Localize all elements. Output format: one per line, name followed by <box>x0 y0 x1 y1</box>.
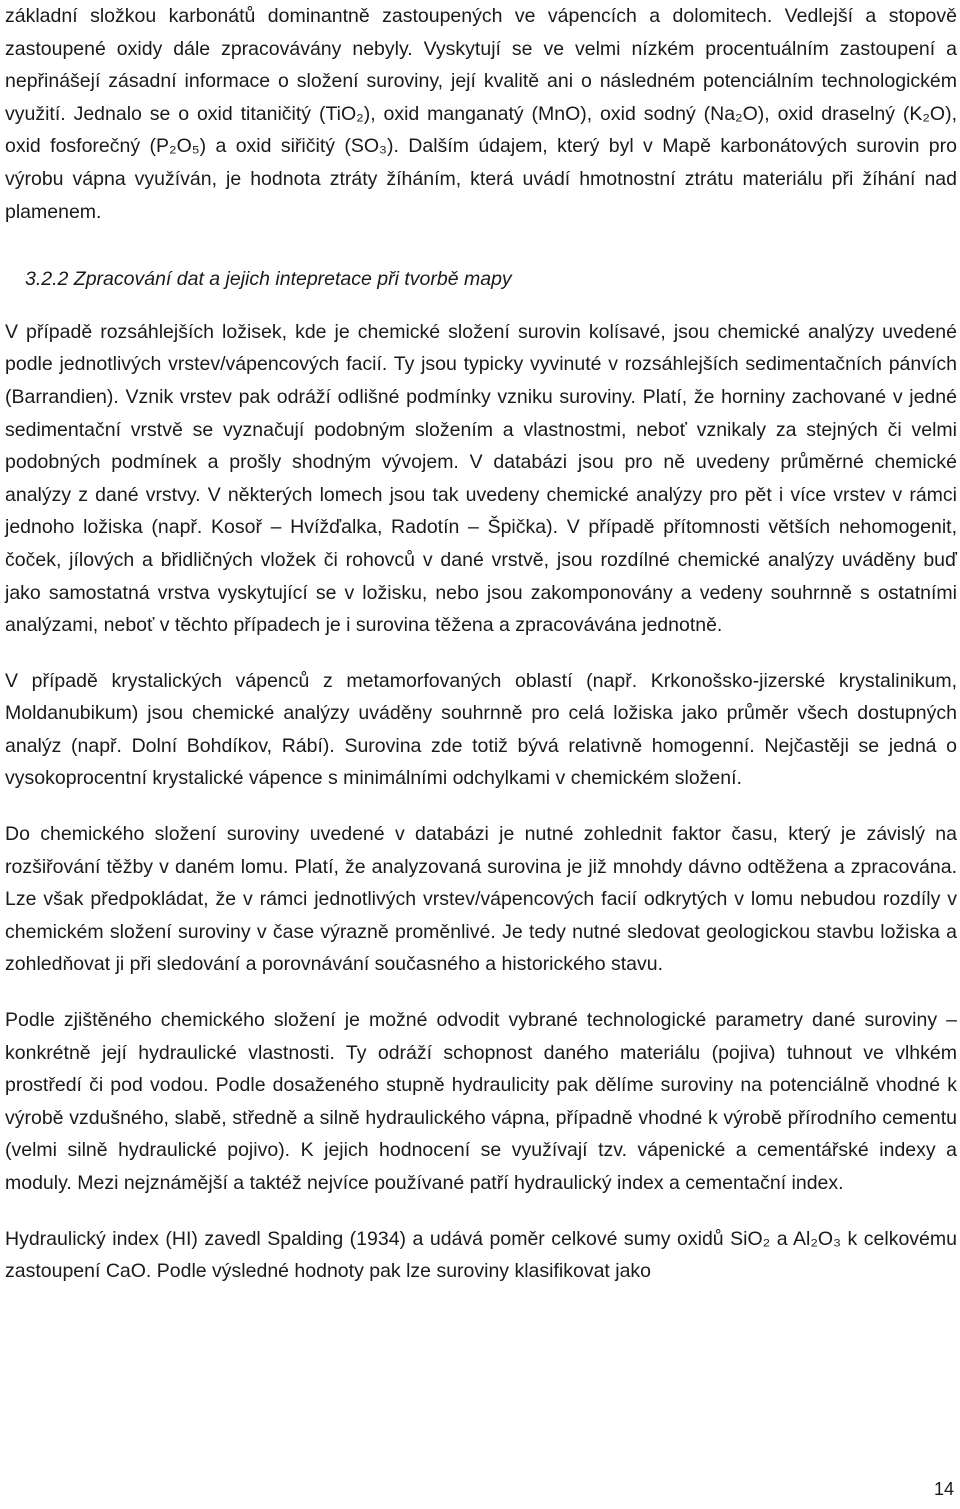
paragraph-layers: V případě rozsáhlejších ložisek, kde je chemické složení surovin kolísavé, jsou chemické analýzy uvedené podle jednotlivých vrstev/vápencových facií. Ty jsou typicky vyvinuté v rozsáhlejších sedimentačních pánvích (Barrandien). Vznik vrstev pak odráží odlišné podmínky vzniku suroviny. Platí, že horniny zachované v jedné sedimentační vrstvě se vyznačují podobným složením a vlastnostmi, neboť vznikaly za stejných či velmi podobných podmínek a prošly shodným vývojem. V databázi jsou pro ně uvedeny průměrné chemické analýzy z dané vrstvy. V některých lomech jsou tak uvedeny chemické analýzy pro pět i více vrstev v rámci jednoho ložiska (např. Kosoř – Hvížďalka, Radotín – Špička). V případě přítomnosti větších nehomogenit, čoček, jílových a břidličných vložek či rohovců v dané vrstvě, jsou rozdílné chemické analýzy uváděny buď jako samostatná vrstva vyskytující se v ložisku, nebo jsou zakomponovány a vedeny souhrnně s ostatními analýzami, neboť v těchto případech je i surovina těžena a zpracovávána jednotně. <box>5 320 957 637</box>
document-page <box>5 0 957 1288</box>
paragraph-hydraulic-index: Hydraulický index (HI) zavedl Spalding (1934) a udává poměr celkové sumy oxidů SiO₂ a Al₂O₃ k celkovému zastoupení CaO. Podle výsledné hodnoty pak lze suroviny klasifikovat jako <box>5 1227 957 1283</box>
page-number: 14 <box>933 1479 954 1499</box>
paragraph-carbonates-oxides: základní složkou karbonátů dominantně zastoupených ve vápencích a dolomitech. Vedlejší a stopově zastoupené oxidy dále zpracovávány nebyly. Vyskytují se ve velmi nízkém procentuálním zastoupení a nepřinášejí zásadní informace o složení suroviny, její kvalitě ani o následném potenciálním technologickém využití. Jednalo se o oxid titaničitý (TiO₂), oxid manganatý (MnO), oxid sodný (Na₂O), oxid draselný (K₂O), oxid fosforečný (P₂O₅) a oxid siřičitý (SO₃). Dalším údajem, který byl v Mapě karbonátových surovin pro výrobu vápna využíván, je hodnota ztráty žíháním, která uvádí hmotnostní ztrátu materiálu při žíhání nad plamenem. <box>5 5 957 223</box>
section-heading: 3.2.2 Zpracování dat a jejich intepretace při tvorbě mapy <box>25 268 512 291</box>
paragraph-time-factor: Do chemického složení suroviny uvedené v databázi je nutné zohlednit faktor času, který je závislý na rozšiřování těžby v daném lomu. Platí, že analyzovaná surovina je již mnohdy dávno odtěžena a zpracována. Lze však předpokládat, že v rámci jednotlivých vrstev/vápencových facií odkrytých v lomu nebudou rozdíly v chemickém složení suroviny v čase výrazně proměnlivé. Je tedy nutné sledovat geologickou stavbu ložiska a zohledňovat ji při sledování a porovnávání současného a historického stavu. <box>5 823 957 976</box>
paragraph-crystalline-limestones: V případě krystalických vápenců z metamorfovaných oblastí (např. Krkonošsko-jizerské krystalinikum, Moldanubikum) jsou chemické analýzy uváděny souhrnně pro celá ložiska jako průměr všech dostupných analýz (např. Dolní Bohdíkov, Rábí). Surovina zde totiž bývá relativně homogenní. Nejčastěji se jedná o vysokoprocentní krystalické vápence s minimálními odchylkami v chemickém složení. <box>5 669 957 790</box>
paragraph-hydraulic-properties: Podle zjištěného chemického složení je možné odvodit vybrané technologické parametry dané suroviny – konkrétně její hydraulické vlastnosti. Ty odráží schopnost daného materiálu (pojiva) tuhnout ve vlhkém prostředí či pod vodou. Podle dosaženého stupně hydraulicity pak dělíme suroviny na potenciálně vhodné k výrobě vzdušného, slabě, středně a silně hydraulického vápna, případně vhodné k výrobě přírodního cementu (velmi silně hydraulické pojivo). K jejich hodnocení se využívají tzv. vápenické a cementářské indexy a moduly. Mezi nejznámější a taktéž nejvíce používané patří hydraulický index a cementační index. <box>5 1009 957 1194</box>
